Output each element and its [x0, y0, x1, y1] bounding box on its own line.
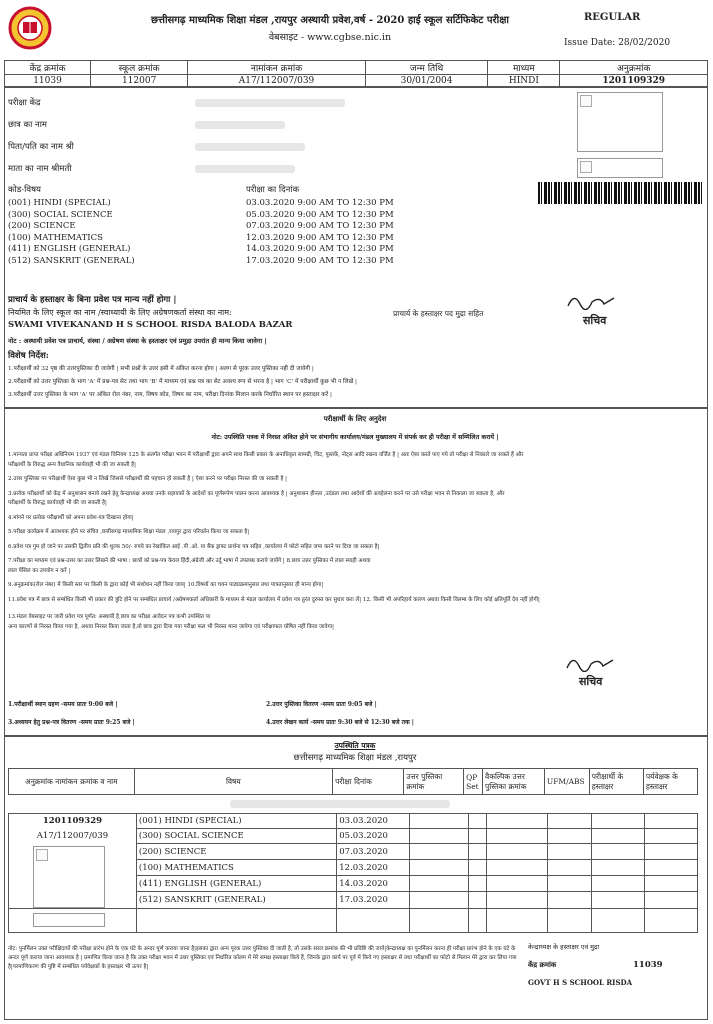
barcode — [538, 182, 702, 204]
attendance-header: UFM/ABS — [544, 769, 589, 795]
summary-header: नामांकन क्रमांक — [188, 61, 366, 75]
special-instruction: 3.परीक्षार्थी उत्तर पुस्तिका के भाग 'A' पर अंकित रोल नंबर, नाम, विषय कोड, विषय का नाम, परीक्षा दिनांक मिलान करके निर्धारित स्थान पर हस्ताक्षर करें | — [8, 392, 332, 398]
broken-image-icon — [36, 849, 48, 861]
attendance-header: वैकल्पिक उत्तर पुस्तिका क्रमांक — [483, 769, 545, 795]
attendance-date: 14.03.2020 — [337, 876, 409, 892]
subject-name: (100) MATHEMATICS — [8, 232, 103, 243]
attendance-header: पर्यवेक्षक के हस्ताक्षर — [643, 769, 697, 795]
kendradhyaksh-label: केन्द्राध्यक्ष के हस्ताक्षर एवं मुद्रा — [528, 943, 600, 951]
center-code-value: 11039 — [633, 960, 663, 970]
enrollment-number: A17/112007/039 — [188, 75, 366, 88]
attendance-board: छत्तीसगढ़ माध्यमिक शिक्षा मंडल ,रायपुर — [293, 753, 417, 763]
attendance-header: विषय — [134, 769, 332, 795]
instructions-note: नोट: उपस्थिति पत्रक में निरस्त अंकित होने पर संभागीय कार्यालय/मंडल मुख्यालय में संपर्क कर ही परीक्षा में सम्मिलित करायें | — [211, 434, 499, 441]
summary-table — [4, 60, 708, 88]
subject-list — [8, 198, 238, 267]
exam-center-label: परीक्षा केंद्र — [8, 98, 41, 108]
subject-name: (200) SCIENCE — [8, 221, 76, 231]
attendance-subject: (001) HINDI (SPECIAL) — [136, 814, 336, 829]
attendance-header: परीक्षा दिनांक — [333, 769, 404, 795]
student-signature-image — [577, 158, 663, 178]
summary-header: माध्यम — [488, 61, 560, 75]
redacted-text — [195, 99, 345, 107]
secretary-label: सचिव — [583, 314, 607, 327]
attendance-subject: (300) SOCIAL SCIENCE — [136, 829, 336, 844]
principal-signature-notice: प्राचार्य के हस्ताक्षर के बिना प्रवेश पत्र मान्य नहीं होगा | — [8, 295, 177, 305]
board-logo — [8, 6, 52, 50]
attendance-date: 17.03.2020 — [337, 892, 409, 908]
attendance-header: परीक्षार्थी के हस्ताक्षर — [589, 769, 643, 795]
student-signature-image — [33, 913, 105, 927]
timing: 1.परीक्षार्थी स्थान ग्रहण -समय प्रातः 9:00 बजे | — [8, 701, 118, 708]
mother-name-label: माता का नाम श्रीमती — [8, 164, 72, 174]
attendance-title: उपस्थिति पत्रक — [334, 741, 376, 750]
website-text: वेबसाइट - www.cgbse.nic.in — [268, 32, 392, 43]
attendance-table — [8, 813, 698, 933]
special-instruction: 1.परीक्षार्थी को 32 पृष्ठ की उत्तरपुस्तिका दी जावेगी | सभी प्रश्नों के उत्तर इसी में अंकित करना होगा | अलग से पूरक उत्तर पुस्तिका नहीं दी जावेगी | — [8, 366, 314, 372]
principal-signature-label: प्राचार्य के हस्ताक्षर पद मुद्रा सहित — [393, 309, 484, 318]
attendance-date: 05.03.2020 — [337, 829, 409, 844]
subject-name: (001) HINDI (SPECIAL) — [8, 198, 111, 208]
student-photo — [33, 846, 105, 908]
subject-name: (512) SANSKRIT (GENERAL) — [8, 255, 135, 266]
redacted-text — [195, 143, 305, 151]
instruction: 5.परीक्षा कार्यक्रम में आवश्यक होने पर संचिव ,छत्तीसगढ़ माध्यमिक शिक्षा मंडल ,रायपुर द्वारा परिवर्तन किया जा सकता है| — [8, 529, 250, 535]
timing: 3.अध्ययन हेतु प्रश्न-पत्र वितरण -समय प्रातः 9:25 बजे | — [8, 719, 135, 726]
special-instruction: 2.परीक्षार्थी को उत्तर पुस्तिका के भाग 'A' में प्रश्न-पत्र सेट तथा भाग 'B' में माध्यम एवं प्रश्न पत्र का सेट अवश्य रूप से भरना है | भाग 'C' में परीक्षार्थी कुछ भी न लिखें | — [8, 379, 357, 385]
student-name-label: छात्र का नाम — [8, 120, 47, 130]
summary-header: केंद्र क्रमांक — [5, 61, 91, 75]
center-school-name: GOVT H S SCHOOL RISDA — [528, 978, 633, 987]
timing: 2.उत्तर पुस्तिका वितरण -समय प्रातः 9:05 बजे | — [266, 701, 377, 708]
attendance-signature-cell — [9, 908, 137, 932]
attendance-header: उत्तर पुस्तिका क्रमांक — [404, 769, 464, 795]
instruction: 11.प्रवेश पत्र में छात्र से सम्बंधित किसी भी प्रकार की त्रुटि होने पर सम्बंधित प्राचार्य /अग्रेषणकर्ता अधिकारी के माध्यम से मंडल कार्यालय में प्रवेश पत्र तुरंत दुरुस्त कर सुधार करा लें| 12. किसी भी अपरिहार्य कारण अथवा किसी विलम्ब के लिए कोई क्षतिपूर्ति देय नहीं होगी| — [8, 596, 540, 603]
timing: 4.उत्तर लेखन कार्य -समय प्रातः 9:30 बजे से 12:30 बजे तक | — [266, 719, 414, 726]
attendance-photo-cell — [9, 844, 137, 909]
subject-date: 05.03.2020 9:00 AM TO 12:30 PM — [246, 209, 394, 220]
attendance-enrollment: A17/112007/039 — [9, 829, 137, 844]
instruction: अन्य कारणों से निरस्त किया गया है, अथवा निरस्त किया जाता है,तो छात्र द्वारा दिया गया परीक्षा फल भी निरस्त माना जायेगा एवं परीक्षाफल घोषित नहीं किया जावेगा| — [8, 623, 334, 630]
note-admit-validity: नोट : अस्थायी प्रवेश पत्र प्राचार्य, संस्था / अग्रेषण संस्था के हस्ताक्षर एवं प्रमुद्रा उपरांत ही मान्य किया जावेगा | — [8, 337, 267, 345]
instruction-list — [8, 451, 706, 632]
secretary-signature — [566, 294, 616, 314]
exam-date-header: परीक्षा का दिनांक — [246, 185, 300, 195]
attendance-date: 03.03.2020 — [337, 814, 409, 829]
issue-date: Issue Date: 28/02/2020 — [564, 38, 671, 48]
instruction: परीक्षार्थी के विरुद्ध कार्यवाही भी की जा सकती है| — [8, 500, 107, 506]
attendance-subject: (411) ENGLISH (GENERAL) — [136, 876, 336, 892]
attendance-header: QP Set — [464, 769, 483, 795]
subject-date: 14.03.2020 9:00 AM TO 12:30 PM — [246, 244, 394, 254]
attendance-subject: (100) MATHEMATICS — [136, 860, 336, 876]
instruction: लाल पेंसिल का उपयोग न करें | — [8, 567, 71, 574]
subject-date: 12.03.2020 9:00 AM TO 12:30 PM — [246, 232, 394, 243]
page-title: छत्तीसगढ़ माध्यमिक शिक्षा मंडल ,रायपुर अस्थायी प्रवेश,वर्ष - 2020 हाई स्कूल सर्टिफिकेट परीक्षा — [151, 15, 509, 26]
attendance-header: अनुक्रमांक नामांकन क्रमांक व नाम — [9, 769, 135, 795]
redacted-text — [195, 165, 295, 173]
subject-name: (300) SOCIAL SCIENCE — [8, 209, 113, 220]
attendance-subject: (512) SANSKRIT (GENERAL) — [136, 892, 336, 908]
subject-date: 03.03.2020 9:00 AM TO 12:30 PM — [246, 198, 394, 208]
subject-name: (411) ENGLISH (GENERAL) — [8, 244, 131, 254]
attendance-subject: (200) SCIENCE — [136, 844, 336, 860]
footer-note: नोट: पुनर्मिलन उक्त परीक्षिदायों की परीक्षा प्रारंभ होने के एक घंटे के अन्दर पूर्ण कराया जाना है|इसका द्वारा अन्य पूरक उत्तर पुस्तिका दी जाती है, तो उसके सरल क्रमांक की भी प्रविष्टि की जायें|केन्द्राध्यक्ष का पुनर्मिलन करना ही परीक्षा प्रारंभ होने के एक घंटे के अन्दर पूर्ण कराया जाना आवश्यक है | प्रमाणित किया जाना है कि उक्त परीक्षा भवन में उत्तर पुस्तिका एवं निर्धारित कॉलम में मेरे समक्ष हस्ताक्षर किये हैं, जिनके द्वारा कार्य पर पूर्व में किये गए हस्ताक्षर से तथा परीक्षार्थी का फोटो से मिलान मेरे द्वारा कर लिया गया है|परमाणिकरण की पुष्टि में सम्बंधित पर्यवेक्षकों के हस्ताक्षर भी ऊपर है| — [8, 946, 517, 970]
center-code: 11039 — [5, 75, 91, 88]
summary-header: जन्म तिथि — [365, 61, 488, 75]
medium: HINDI — [488, 75, 560, 88]
student-photo — [577, 92, 663, 152]
school-name: SWAMI VIVEKANAND H S SCHOOL RISDA BALODA BAZAR — [8, 320, 293, 330]
center-code-label: केंद्र क्रमांक — [528, 960, 557, 969]
summary-header: अनुक्रमांक — [560, 61, 708, 75]
instruction: 2.उत्तर पुस्तिका पर परीक्षार्थी ऐसा कुछ भी न लिखें जिससे परीक्षार्थी की पहचान हो सकती है | ऐसा करने पर परीक्षा निरस्त की जा सकती है | — [8, 476, 287, 482]
subject-code-header: कोड-विषय — [8, 185, 41, 195]
school-code: 112007 — [91, 75, 188, 88]
instruction: 13.मंडल वेबसाइट पर जारी प्रवेश पत्र पूर्णत: अस्थायी है,छात्र का परीक्षा आवेदन पत्र कभी उपस्थित या — [8, 614, 211, 620]
subject-date: 17.03.2020 9:00 AM TO 12:30 PM — [246, 255, 394, 266]
instruction: 9.अनुक्रमांक(रोल नंबर) में किसी स्तर पर किसी के द्वारा कोई भी संशोधन नहीं किया जाय| 10.विषयों का चयन पाठ्यक्रमानुसार तथा पात्रतानुसार ही मान्य होगा| — [8, 582, 324, 588]
instruction: 6.प्रवेश पत्र गुम हो जाने पर उसकी द्वितीय प्रति की शुल्क 50/- रुपये का रेखांकित आई .पी .ओ. या बैंक ड्राफ्ट प्रार्थना पत्र सहित ,कार्यालय में फोटो सहित जमा करने पर दिया जा सकता है| — [8, 543, 380, 550]
special-instructions — [8, 363, 706, 402]
attendance-header-table — [8, 768, 698, 795]
date-of-birth: 30/01/2004 — [365, 75, 488, 88]
subject-date: 07.03.2020 9:00 AM TO 12:30 PM — [246, 221, 394, 231]
secretary-signature — [565, 656, 615, 676]
instruction: 3.प्रत्येक परीक्षार्थी को केंद्र में अनुशासन बनाये रखने हेतु केन्द्राध्यक्ष अथवा उनके सहायकों के आदेशों का पूर्णरूपेण पालन करना आवश्यक है | अनुशासन हीनता ,उदंडता तथा आदेशों की अवहेलना करने पर उसे परीक्षा भवन से निकाला जा सकता है, और — [8, 490, 505, 497]
school-name-label: नियमित के लिए स्कूल का नाम /स्वाध्यायी के लिए अग्रेषणकर्ता संस्था का नाम: — [8, 308, 232, 317]
secretary-label: सचिव — [579, 675, 603, 688]
attendance-date: 07.03.2020 — [337, 844, 409, 860]
summary-header: स्कूल क्रमांक — [91, 61, 188, 75]
exam-date-list — [246, 198, 446, 267]
instruction: 4.मांगने पर प्रत्येक परीक्षार्थी को अपना प्रवेश-पत्र दिखाना होगा| — [8, 514, 134, 521]
redacted-text — [195, 121, 285, 129]
father-name-label: पिता/पति का नाम श्री — [8, 142, 74, 152]
attendance-roll: 1201109329 — [9, 814, 137, 829]
roll-number: 1201109329 — [560, 75, 708, 88]
instruction: 1.मान्यता प्राप्त परीक्षा अधिनियम 1937 एवं मंडल विनियम 125 के अंतर्गत परीक्षा भवन में परीक्षार्थी द्वारा अपने साथ किसी प्रकार के अनाधिकृत सामग्री, चिट, पुस्तकें, नोट्स आदि रखना वर्जित है | अतः ऐसा करते पाए गये तो परीक्षा से निकाले जा सकते हैं और — [8, 452, 524, 458]
instruction: 7.परीक्षा का माध्यम एवं प्रश्न-उत्तर का उत्तर लिखने की भाषा : छात्रों को प्रश्न-पत्र केवल हिंदी,अंग्रेजी और उर्दू भाषा में उपलब्ध कराये जायेंगे | 8.छात्र उत्तर पुस्तिका में लाल स्याही अथवा — [8, 558, 371, 564]
broken-image-icon — [580, 95, 592, 107]
instructions-title: परीक्षार्थी के लिए अनुदेश — [323, 414, 387, 423]
exam-type: REGULAR — [584, 12, 641, 23]
attendance-date: 12.03.2020 — [337, 860, 409, 876]
broken-image-icon — [580, 161, 592, 173]
instruction: परीक्षार्थी के विरुद्ध अन्य वैधानिक कार्यवाही भी की जा सकती है| — [8, 461, 136, 468]
redacted-text — [230, 800, 450, 808]
special-instructions-title: विशेष निर्देश: — [8, 351, 49, 361]
